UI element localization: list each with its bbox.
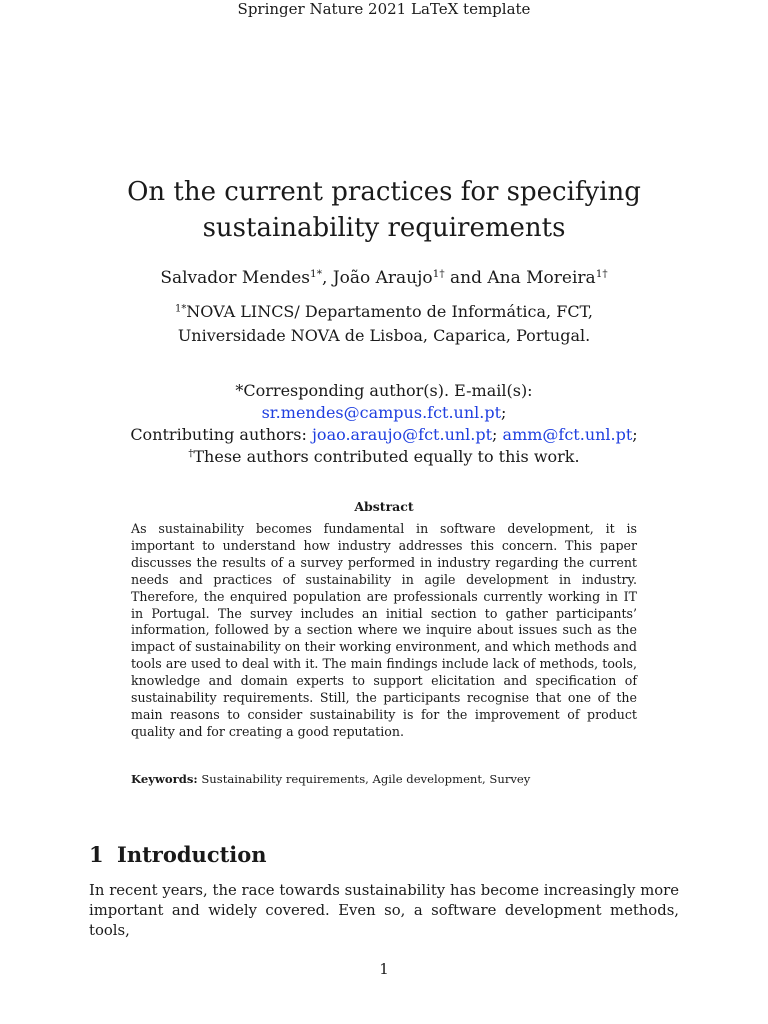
equal-contribution-note: These authors contributed equally to this work. — [193, 447, 580, 466]
author-3-marker: 1† — [595, 268, 608, 281]
section-heading — [89, 842, 267, 867]
author-1-marker: 1* — [310, 268, 322, 281]
abstract-heading: Abstract — [354, 499, 414, 514]
keywords-values: Sustainability requirements, Agile development, Survey — [197, 772, 531, 786]
contributing-label: Contributing authors: — [130, 425, 312, 444]
corresponding-email-link[interactable]: sr.mendes@campus.fct.unl.pt — [261, 403, 502, 422]
section-title: Introduction — [117, 842, 267, 867]
punctuation: ; — [492, 425, 503, 444]
corresponding-label: *Corresponding author(s). E-mail(s): — [235, 381, 533, 400]
keywords-label: Keywords: — [131, 772, 198, 786]
correspondence-block — [0, 380, 768, 468]
title-line-2: sustainability requirements — [202, 213, 566, 243]
section-number: 1 — [89, 842, 104, 867]
abstract-text: As sustainability becomes fundamental in software development, it is important to understand how industry addresses this concern. This paper discusses the results of a survey performed in industry regarding the current needs and practices of sustainability in agile development in industry. Therefore, the enquired population are professionals currently working in IT in Portugal. The survey includes an initial section to gather participants’ information, followed by a section where we inquire about issues such as the impact of sustainability on their working environment, and which methods and tools are used to deal with it. The main findings include lack of methods, tools, knowledge and domain experts to support elicitation and specification of sustainability requirements. Still, the participants recognise that one of the main reasons to consider sustainability is for the improvement of product quality and for creating a good reputation. — [131, 521, 637, 739]
punctuation: ; — [501, 403, 507, 422]
running-head: Springer Nature 2021 LaTeX template — [237, 0, 531, 18]
author-separator: , — [322, 268, 333, 288]
affiliation-line-2: Universidade NOVA de Lisboa, Caparica, Portugal. — [177, 326, 591, 345]
author-1-name: Salvador Mendes — [160, 268, 311, 288]
author-separator: and — [444, 268, 488, 288]
author-2-name: João Araujo — [332, 268, 433, 288]
affiliation-line-1: NOVA LINCS/ Departamento de Informática, FCT, — [186, 302, 593, 321]
page-number: 1 — [379, 960, 389, 978]
paper-title — [0, 174, 768, 246]
affiliation — [0, 300, 768, 348]
author-list — [0, 268, 768, 288]
punctuation: ; — [632, 425, 638, 444]
equal-contribution-marker: † — [188, 448, 194, 460]
contributing-email-link-1[interactable]: joao.araujo@fct.unl.pt — [311, 425, 493, 444]
contributing-email-link-2[interactable]: amm@fct.unl.pt — [502, 425, 633, 444]
author-3-name: Ana Moreira — [487, 268, 596, 288]
author-2-marker: 1† — [432, 268, 445, 281]
keywords — [131, 772, 651, 786]
introduction-paragraph: In recent years, the race towards sustainability has become increasingly more important and widely covered. Even so, a software development methods, tools, — [89, 882, 679, 939]
affiliation-marker: 1* — [175, 303, 187, 315]
title-line-1: On the current practices for specifying — [127, 177, 641, 207]
